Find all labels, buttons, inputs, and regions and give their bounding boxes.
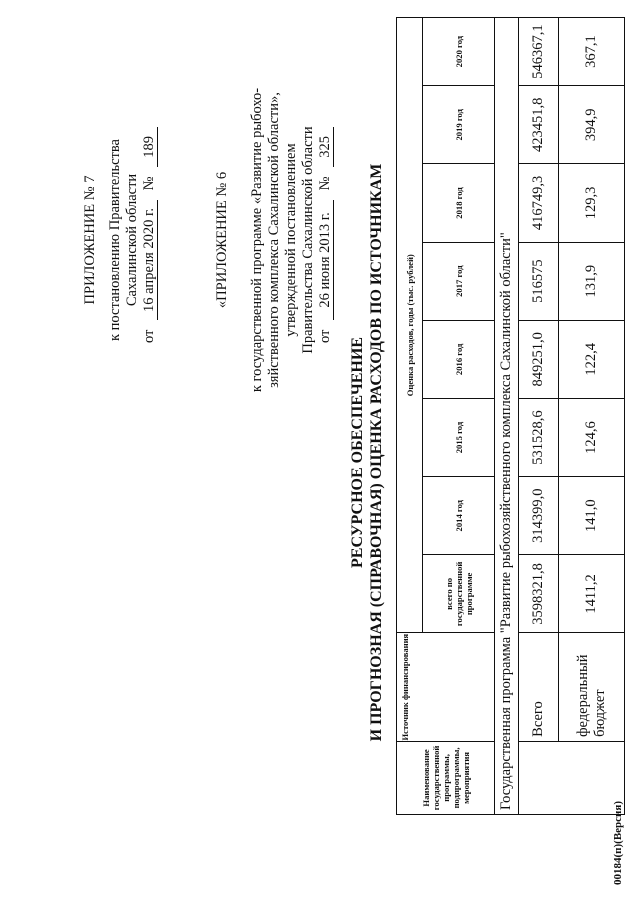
number-value: 325 <box>317 127 334 167</box>
col-header-total: всего по государственной программе <box>423 555 495 633</box>
col-header-2020: 2020 год <box>423 18 495 86</box>
cell-2019: 423451,8 <box>519 86 559 164</box>
appendix-7-title: ПРИЛОЖЕНИЕ № 7 <box>82 175 98 305</box>
cell-2014: 314399,0 <box>519 477 559 555</box>
col-header-2014: 2014 год <box>423 477 495 555</box>
cell-2018: 129,3 <box>559 164 625 242</box>
row-label-federal: федеральный бюджет <box>559 633 625 741</box>
col-header-estimate: Оценка расходов, годы (тыс. рублей) <box>397 18 423 634</box>
cell-2016: 849251,0 <box>519 320 559 398</box>
date-value: 16 апреля 2020 г. <box>141 200 158 320</box>
col-header-2015: 2015 год <box>423 398 495 476</box>
col-header-name: Наименование государственной программы, подпрограммы, мероприятия <box>397 741 495 814</box>
title-line1: РЕСУРСНОЕ ОБЕСПЕЧЕНИЕ <box>349 337 366 568</box>
cell-2020: 546367,1 <box>519 18 559 86</box>
appendix-7-line1: к постановлению Правительства <box>107 139 123 341</box>
number-value: 189 <box>141 127 158 167</box>
cell-2015: 124,6 <box>559 398 625 476</box>
col-header-2016: 2016 год <box>423 320 495 398</box>
appendix-6-title: «ПРИЛОЖЕНИЕ № 6 <box>214 171 230 309</box>
program-row: Государственная программа "Развитие рыбохозяйственного комплекса Сахалинской области" <box>495 18 519 815</box>
date-value: 26 июня 2013 г. <box>317 200 334 320</box>
footer-version: 00184(п)(Версия) <box>612 801 624 885</box>
appendix-7-date-line <box>141 75 158 405</box>
col-header-source: Источник финансирования <box>397 633 495 741</box>
cell-total: 3598321,8 <box>519 555 559 633</box>
document-title <box>348 0 386 905</box>
cell-2020: 367,1 <box>559 18 625 86</box>
appendix-6-line1: к государственной программе «Развитие рыбохо- <box>249 87 265 393</box>
cell-total: 1411,2 <box>559 555 625 633</box>
cell-2019: 394,9 <box>559 86 625 164</box>
cell-2014: 141,0 <box>559 477 625 555</box>
col-header-2018: 2018 год <box>423 164 495 242</box>
appendix-6-block <box>214 75 334 405</box>
appendix-7-line2: Сахалинской области <box>124 173 140 307</box>
no-label: № <box>317 176 333 191</box>
appendix-6-line3: утвержденной постановлением <box>283 143 299 337</box>
appendix-7-block <box>82 75 158 405</box>
appendix-6-line2: зяйственного комплекса Сахалинской области», <box>266 92 282 388</box>
cell-2015: 531528,6 <box>519 398 559 476</box>
cell-2017: 131,9 <box>559 242 625 320</box>
appendix-6-date-line <box>317 75 334 405</box>
no-label: № <box>141 176 157 191</box>
appendix-6-line4: Правительства Сахалинской области <box>300 126 316 354</box>
ot-label: от <box>317 329 333 343</box>
empty-name-cell <box>519 741 625 814</box>
ot-label: от <box>141 329 157 343</box>
cell-2017: 516575 <box>519 242 559 320</box>
title-line2: И ПРОГНОЗНАЯ (СПРАВОЧНАЯ) ОЦЕНКА РАСХОДОВ ПО ИСТОЧНИКАМ <box>368 163 385 742</box>
col-header-2019: 2019 год <box>423 86 495 164</box>
cell-2018: 416749,3 <box>519 164 559 242</box>
expenses-table <box>396 17 625 815</box>
row-label-total: Всего <box>519 633 559 741</box>
cell-2016: 122,4 <box>559 320 625 398</box>
col-header-2017: 2017 год <box>423 242 495 320</box>
